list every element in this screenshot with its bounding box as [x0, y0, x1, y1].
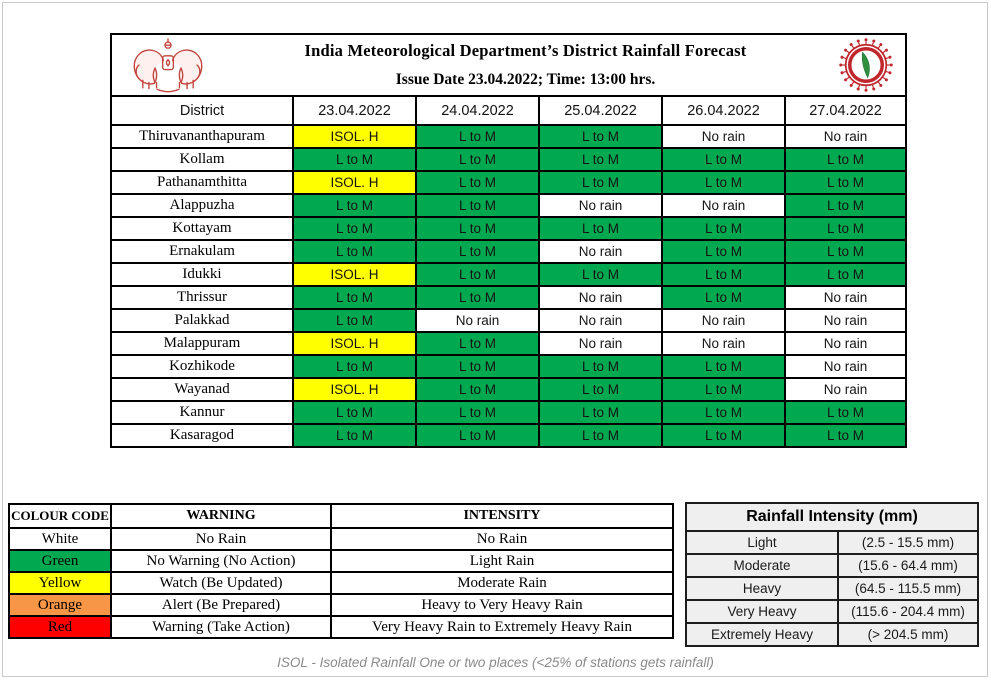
forecast-cell-green: L to M	[416, 217, 539, 240]
colour-swatch-green: Green	[9, 550, 111, 572]
forecast-cell-green: L to M	[416, 332, 539, 355]
isol-footnote: ISOL - Isolated Rainfall One or two places (<25% of stations gets rainfall)	[277, 655, 714, 670]
district-name: Ernakulam	[111, 240, 293, 263]
forecast-row	[111, 171, 906, 194]
forecast-cell-green: L to M	[293, 401, 416, 424]
forecast-cell-green: L to M	[662, 263, 785, 286]
intensity-range: (> 204.5 mm)	[838, 623, 978, 646]
legend-intensity: Light Rain	[331, 550, 673, 572]
forecast-cell-white: No rain	[539, 286, 662, 309]
forecast-cell-green: L to M	[293, 148, 416, 171]
column-header-date-2: 24.04.2022	[416, 96, 539, 125]
legend-warning: Alert (Be Prepared)	[111, 594, 331, 616]
forecast-cell-green: L to M	[539, 125, 662, 148]
legend-intensity: No Rain	[331, 528, 673, 550]
legend-warning: No Warning (No Action)	[111, 550, 331, 572]
legend-row	[9, 616, 673, 638]
forecast-row	[111, 309, 906, 332]
intensity-label: Very Heavy	[686, 600, 838, 623]
legend-row	[9, 594, 673, 616]
imd-seal-icon	[837, 36, 895, 94]
forecast-cell-yellow: ISOL. H	[293, 378, 416, 401]
forecast-cell-green: L to M	[539, 148, 662, 171]
forecast-cell-green: L to M	[785, 263, 906, 286]
forecast-cell-green: L to M	[662, 401, 785, 424]
forecast-row	[111, 378, 906, 401]
forecast-cell-white: No rain	[416, 309, 539, 332]
intensity-range: (2.5 - 15.5 mm)	[838, 531, 978, 554]
district-name: Palakkad	[111, 309, 293, 332]
forecast-row	[111, 424, 906, 447]
forecast-cell-green: L to M	[662, 171, 785, 194]
intensity-row	[686, 554, 978, 577]
district-name: Thiruvananthapuram	[111, 125, 293, 148]
forecast-cell-green: L to M	[539, 424, 662, 447]
forecast-cell-green: L to M	[293, 424, 416, 447]
intensity-label: Moderate	[686, 554, 838, 577]
legend-header-intensity: INTENSITY	[331, 504, 673, 528]
district-name: Kasaragod	[111, 424, 293, 447]
forecast-cell-white: No rain	[539, 309, 662, 332]
forecast-cell-green: L to M	[416, 240, 539, 263]
forecast-cell-white: No rain	[785, 286, 906, 309]
district-name: Kollam	[111, 148, 293, 171]
forecast-cell-green: L to M	[662, 286, 785, 309]
district-name: Alappuzha	[111, 194, 293, 217]
forecast-cell-green: L to M	[662, 424, 785, 447]
forecast-cell-green: L to M	[539, 378, 662, 401]
forecast-cell-green: L to M	[539, 401, 662, 424]
forecast-row	[111, 194, 906, 217]
forecast-row	[111, 148, 906, 171]
intensity-row	[686, 577, 978, 600]
district-name: Kannur	[111, 401, 293, 424]
forecast-cell-green: L to M	[785, 424, 906, 447]
legend-warning: Warning (Take Action)	[111, 616, 331, 638]
forecast-cell-green: L to M	[785, 171, 906, 194]
intensity-range: (64.5 - 115.5 mm)	[838, 577, 978, 600]
forecast-cell-green: L to M	[539, 355, 662, 378]
legend-warning: No Rain	[111, 528, 331, 550]
forecast-row	[111, 332, 906, 355]
header-band	[111, 34, 906, 96]
district-name: Idukki	[111, 263, 293, 286]
forecast-cell-green: L to M	[785, 240, 906, 263]
forecast-cell-white: No rain	[662, 309, 785, 332]
forecast-cell-green: L to M	[416, 194, 539, 217]
forecast-cell-green: L to M	[416, 286, 539, 309]
forecast-cell-green: L to M	[539, 171, 662, 194]
forecast-cell-green: L to M	[539, 217, 662, 240]
forecast-cell-yellow: ISOL. H	[293, 332, 416, 355]
forecast-cell-green: L to M	[293, 240, 416, 263]
intensity-row	[686, 600, 978, 623]
forecast-cell-white: No rain	[785, 125, 906, 148]
legend-intensity: Very Heavy Rain to Extremely Heavy Rain	[331, 616, 673, 638]
forecast-cell-green: L to M	[416, 424, 539, 447]
intensity-label: Extremely Heavy	[686, 623, 838, 646]
forecast-cell-green: L to M	[785, 148, 906, 171]
forecast-cell-green: L to M	[662, 378, 785, 401]
forecast-cell-yellow: ISOL. H	[293, 263, 416, 286]
intensity-title-row	[686, 503, 978, 531]
district-name: Malappuram	[111, 332, 293, 355]
intensity-range: (15.6 - 64.4 mm)	[838, 554, 978, 577]
forecast-row	[111, 401, 906, 424]
forecast-cell-green: L to M	[662, 355, 785, 378]
forecast-cell-green: L to M	[785, 401, 906, 424]
forecast-cell-green: L to M	[293, 194, 416, 217]
legend-header-warning: WARNING	[111, 504, 331, 528]
intensity-table-title: Rainfall Intensity (mm)	[686, 503, 978, 531]
forecast-cell-green: L to M	[416, 378, 539, 401]
forecast-row	[111, 355, 906, 378]
colour-code-legend-table	[8, 503, 674, 639]
column-header-district: District	[111, 96, 293, 125]
legend-row	[9, 528, 673, 550]
forecast-cell-green: L to M	[662, 240, 785, 263]
forecast-cell-green: L to M	[416, 355, 539, 378]
forecast-cell-green: L to M	[416, 125, 539, 148]
district-name: Kottayam	[111, 217, 293, 240]
forecast-row	[111, 125, 906, 148]
district-name: Thrissur	[111, 286, 293, 309]
intensity-label: Light	[686, 531, 838, 554]
colour-swatch-red: Red	[9, 616, 111, 638]
forecast-row	[111, 240, 906, 263]
forecast-cell-green: L to M	[416, 148, 539, 171]
forecast-cell-green: L to M	[416, 401, 539, 424]
intensity-row	[686, 531, 978, 554]
forecast-cell-green: L to M	[293, 355, 416, 378]
forecast-cell-white: No rain	[785, 355, 906, 378]
column-header-date-1: 23.04.2022	[293, 96, 416, 125]
intensity-range: (115.6 - 204.4 mm)	[838, 600, 978, 623]
district-name: Pathanamthitta	[111, 171, 293, 194]
forecast-cell-green: L to M	[293, 217, 416, 240]
legend-intensity: Moderate Rain	[331, 572, 673, 594]
column-header-row	[111, 96, 906, 125]
intensity-label: Heavy	[686, 577, 838, 600]
forecast-cell-white: No rain	[662, 332, 785, 355]
forecast-row	[111, 263, 906, 286]
forecast-cell-yellow: ISOL. H	[293, 125, 416, 148]
forecast-cell-white: No rain	[539, 194, 662, 217]
forecast-row	[111, 286, 906, 309]
forecast-cell-yellow: ISOL. H	[293, 171, 416, 194]
forecast-cell-white: No rain	[785, 378, 906, 401]
forecast-cell-white: No rain	[539, 240, 662, 263]
column-header-date-5: 27.04.2022	[785, 96, 906, 125]
legend-header-row	[9, 504, 673, 528]
forecast-cell-green: L to M	[785, 194, 906, 217]
forecast-cell-green: L to M	[662, 217, 785, 240]
legend-header-colour-code: COLOUR CODE	[9, 504, 111, 528]
forecast-cell-white: No rain	[662, 125, 785, 148]
rainfall-intensity-table	[685, 502, 979, 647]
forecast-cell-green: L to M	[539, 263, 662, 286]
column-header-date-3: 25.04.2022	[539, 96, 662, 125]
forecast-cell-white: No rain	[785, 332, 906, 355]
colour-swatch-orange: Orange	[9, 594, 111, 616]
forecast-cell-white: No rain	[662, 194, 785, 217]
forecast-cell-white: No rain	[785, 309, 906, 332]
forecast-cell-green: L to M	[416, 171, 539, 194]
forecast-cell-green: L to M	[662, 148, 785, 171]
legend-row	[9, 550, 673, 572]
district-rainfall-forecast-table	[110, 33, 907, 448]
forecast-cell-white: No rain	[539, 332, 662, 355]
forecast-cell-green: L to M	[785, 217, 906, 240]
legend-intensity: Heavy to Very Heavy Rain	[331, 594, 673, 616]
issue-date-line: Issue Date 23.04.2022; Time: 13:00 hrs.	[395, 71, 656, 88]
forecast-cell-green: L to M	[293, 286, 416, 309]
kerala-elephant-emblem-icon	[122, 36, 214, 94]
legend-warning: Watch (Be Updated)	[111, 572, 331, 594]
forecast-row	[111, 217, 906, 240]
colour-swatch-white: White	[9, 528, 111, 550]
page-title: India Meteorological Department’s District Rainfall Forecast	[304, 41, 747, 60]
district-name: Kozhikode	[111, 355, 293, 378]
forecast-cell-green: L to M	[416, 263, 539, 286]
legend-row	[9, 572, 673, 594]
intensity-row	[686, 623, 978, 646]
column-header-date-4: 26.04.2022	[662, 96, 785, 125]
forecast-cell-green: L to M	[293, 309, 416, 332]
colour-swatch-yellow: Yellow	[9, 572, 111, 594]
district-name: Wayanad	[111, 378, 293, 401]
